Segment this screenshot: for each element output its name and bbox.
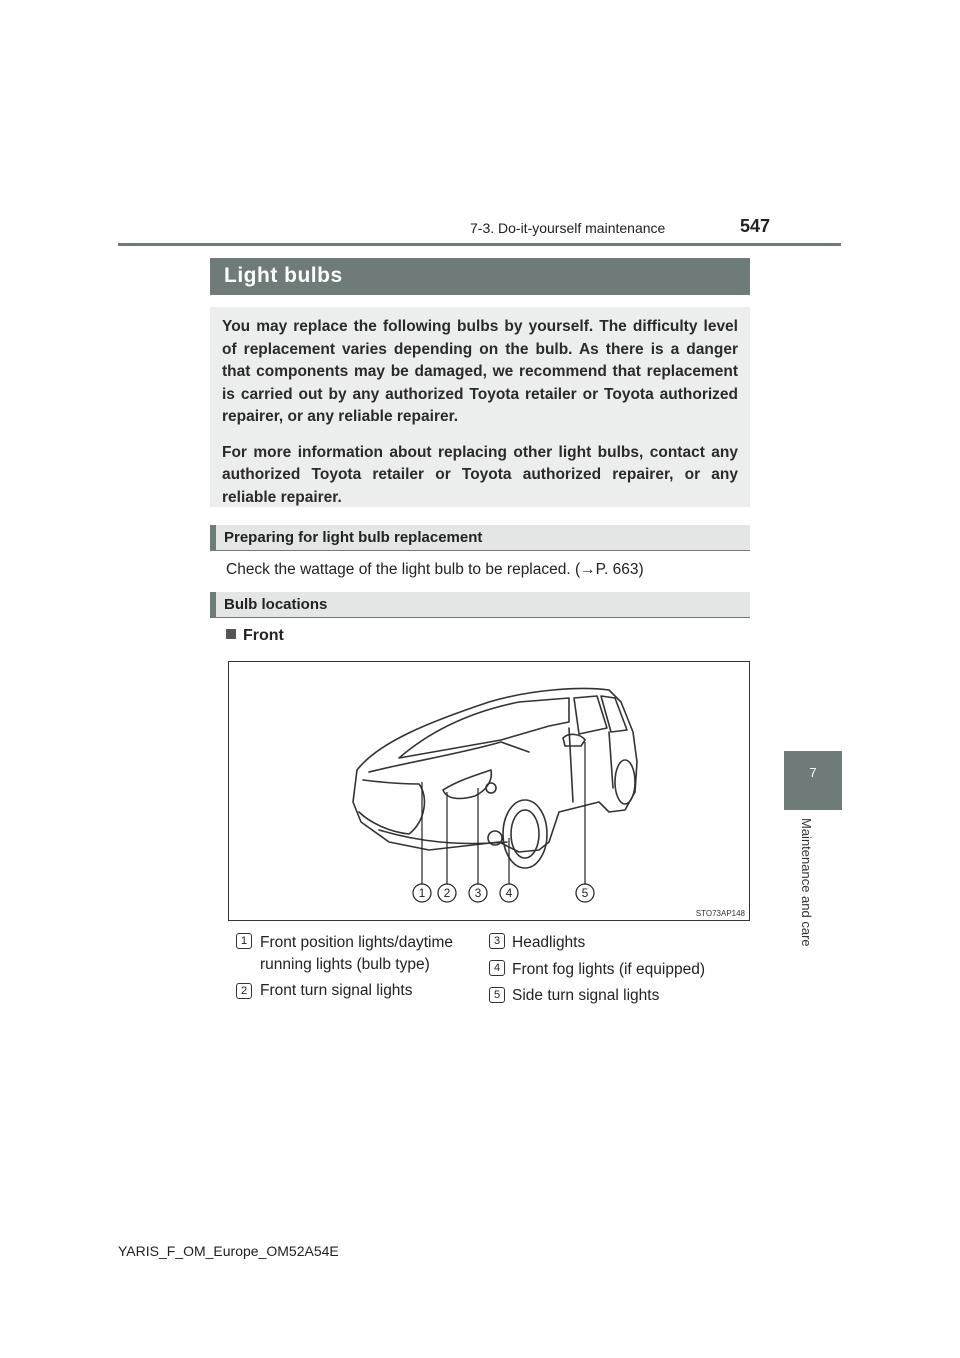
side-mirror (563, 734, 585, 746)
title-bar (210, 258, 750, 295)
chapter-number: 7 (809, 765, 817, 780)
rear-wheel (615, 760, 635, 804)
door-line (569, 728, 573, 802)
car-drawing (229, 662, 749, 920)
preparing-heading (210, 525, 750, 551)
legend-text-2: Front turn signal lights (260, 982, 413, 999)
front-subheading (226, 627, 284, 645)
door-line-rear (609, 732, 613, 788)
page-number: 547 (740, 216, 771, 236)
locations-heading-text: Bulb locations (224, 596, 328, 613)
header-section-title: 7-3. Do-it-yourself maintenance (470, 220, 666, 236)
callout-label-4: 4 (505, 886, 513, 900)
legend-number-2: 2 (236, 983, 252, 999)
callout-label-2: 2 (443, 886, 451, 900)
callout-label-1: 1 (418, 886, 426, 900)
preparing-text: Check the wattage of the light bulb to be replaced. (→P. 663) (226, 561, 644, 578)
header-divider (118, 243, 841, 246)
front-subheading-text: Front (243, 627, 284, 644)
locations-heading (210, 592, 750, 618)
intro-box (210, 307, 750, 507)
intro-paragraph-2: For more information about replacing other light bulbs, contact any authorized Toyota retailer or Toyota authorized repairer, or any reliable repairer. (222, 443, 738, 506)
legend-text-1: Front position lights/daytime running lights (bulb type) (260, 934, 453, 973)
car-hood-line (369, 742, 529, 772)
legend-text-3: Headlights (512, 934, 586, 951)
car-headlight (443, 770, 491, 798)
car-front-grille (359, 780, 424, 834)
legend-text-5: Side turn signal lights (512, 987, 660, 1004)
legend-text-4: Front fog lights (if equipped) (512, 961, 705, 978)
car-body-outline (353, 689, 637, 853)
legend-number-1: 1 (236, 933, 252, 949)
figure-code: STO73AP148 (695, 909, 745, 918)
car-illustration (228, 661, 750, 921)
callout-label-5: 5 (581, 886, 589, 900)
legend-number-3: 3 (489, 933, 505, 949)
car-side-window-rear (601, 696, 627, 732)
preparing-heading-text: Preparing for light bulb replacement (224, 529, 483, 546)
car-windshield (399, 698, 569, 758)
chapter-label: Maintenance and care (799, 818, 814, 947)
page-title: Light bulbs (224, 264, 343, 287)
chapter-tab (784, 751, 842, 810)
headlight-bulb-mark (486, 783, 496, 793)
legend-number-5: 5 (489, 987, 505, 1003)
callout-label-3: 3 (474, 886, 482, 900)
square-bullet-icon (226, 629, 236, 639)
footer-doc-code: YARIS_F_OM_Europe_OM52A54E (118, 1243, 339, 1259)
legend-number-4: 4 (489, 960, 505, 976)
intro-paragraph-1: You may replace the following bulbs by yourself. The difficulty level of replacement varies depending on the bulb. As there is a danger that components may be damaged, we recommend that replacement is carried out by any authorized Toyota retailer or Toyota authorized repairer, or any reliable repairer. (222, 318, 738, 425)
